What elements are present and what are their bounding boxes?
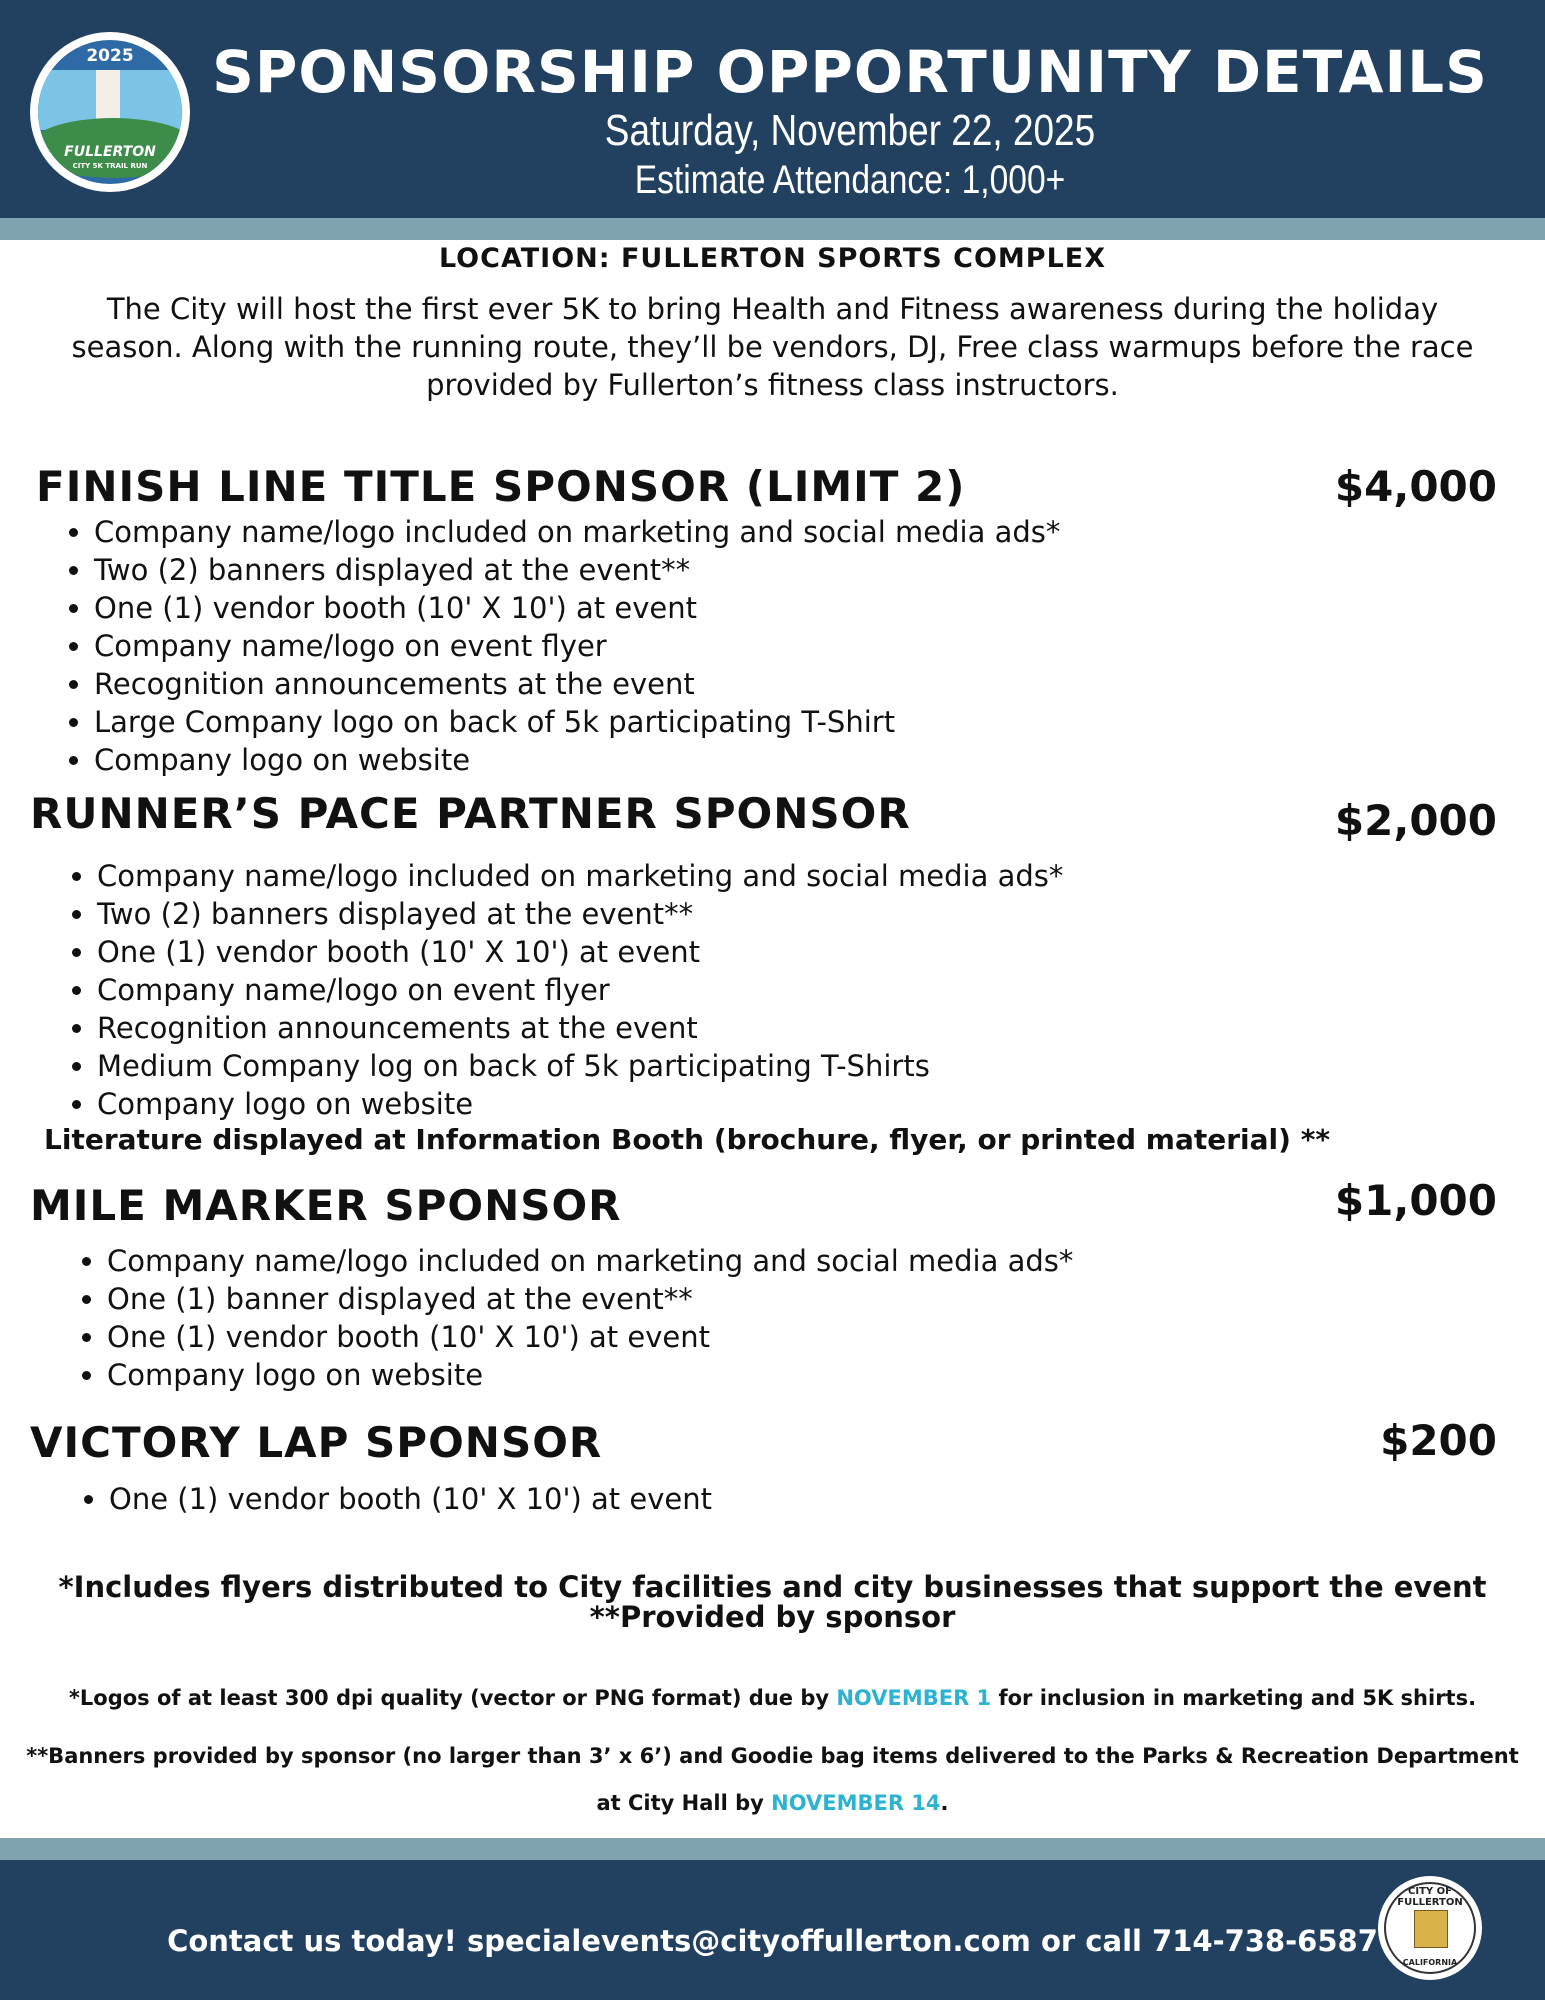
banner-deadline-text: **Banners provided by sponsor (no larger than 3’ x 6’) and Goodie bag items delivered to the Parks & Recreation Department at City Hall by (26, 1744, 1519, 1815)
tier-price-mile-marker: $1,000 (1334, 1176, 1497, 1225)
benefit-item: • Recognition announcements at the event (94, 665, 1060, 703)
benefit-item: • One (1) vendor booth (10' X 10') at event (107, 1318, 1073, 1356)
benefit-item: • Company name/logo on event flyer (94, 627, 1060, 665)
benefit-item: • Two (2) banners displayed at the event** (97, 895, 1063, 933)
event-logo-badge (38, 40, 182, 184)
event-logo (30, 32, 190, 192)
benefit-item: • Company name/logo on event flyer (97, 971, 1063, 1009)
tier-title-mile-marker: MILE MARKER SPONSOR (30, 1181, 622, 1230)
city-seal-top-text: CITY OF FULLERTON (1397, 1886, 1463, 1908)
benefit-item: • Company name/logo included on marketing and social media ads* (107, 1242, 1073, 1280)
includes-note: *Includes flyers distributed to City facilities and city businesses that support the event (58, 1570, 1487, 1604)
event-date: Saturday, November 22, 2025 (604, 106, 1096, 155)
logo-deadline-note (0, 1686, 1545, 1710)
benefit-list-mile-marker (73, 1242, 1073, 1394)
benefit-item: • Recognition announcements at the event (97, 1009, 1063, 1047)
tier-title-victory-lap: VICTORY LAP SPONSOR (30, 1418, 603, 1467)
banner-deadline-note (20, 1733, 1525, 1827)
benefit-item: • Medium Company log on back of 5k participating T-Shirts (97, 1047, 1063, 1085)
logo-name: FULLERTON (64, 144, 156, 160)
banner-deadline-date: NOVEMBER 14 (771, 1791, 941, 1815)
benefit-item: • Company logo on website (107, 1356, 1073, 1394)
footer-divider (0, 1838, 1545, 1860)
tier-title-finish-line: FINISH LINE TITLE SPONSOR (LIMIT 2) (36, 462, 966, 511)
logo-subtitle: CITY 5K TRAIL RUN (72, 162, 148, 170)
benefit-item: • Company name/logo included on marketing and social media ads* (97, 857, 1063, 895)
benefit-item: • Two (2) banners displayed at the event** (94, 551, 1060, 589)
logo-deadline-text-end: for inclusion in marketing and 5K shirts. (991, 1686, 1477, 1710)
tier-title-runners-pace: RUNNER’S PACE PARTNER SPONSOR (30, 789, 911, 838)
benefit-item: • One (1) vendor booth (10' X 10') at event (109, 1480, 712, 1518)
benefit-item: • Company logo on website (97, 1085, 1063, 1123)
event-intro: The City will host the first ever 5K to bring Health and Fitness awareness during the holiday season. Along with the running route, they’ll be vendors, DJ, Free class warmups before the race provided by Fullerton’s fitness class instructors. (71, 292, 1474, 402)
header-divider (0, 218, 1545, 240)
benefit-list-victory-lap (75, 1480, 712, 1518)
benefit-item: • Large Company logo on back of 5k participating T-Shirt (94, 703, 1060, 741)
city-seal (1378, 1876, 1482, 1980)
banner-deadline-text-end: . (940, 1791, 949, 1815)
benefit-list-finish-line (60, 513, 1060, 779)
logo-year: 2025 (86, 46, 134, 66)
provided-note: **Provided by sponsor (589, 1600, 956, 1634)
city-seal-emblem (1414, 1910, 1448, 1948)
tier-price-runners-pace: $2,000 (1334, 796, 1497, 845)
page-title: SPONSORSHIP OPPORTUNITY DETAILS (212, 38, 1488, 106)
logo-deadline-date: NOVEMBER 1 (836, 1686, 992, 1710)
tier-price-finish-line: $4,000 (1334, 462, 1497, 511)
benefit-item: • Company logo on website (94, 741, 1060, 779)
benefit-item: • One (1) vendor booth (10' X 10') at event (97, 933, 1063, 971)
benefit-item: • Company name/logo included on marketing and social media ads* (94, 513, 1060, 551)
city-seal-bottom-text: CALIFORNIA (1402, 1958, 1458, 1967)
benefit-list-runners-pace (63, 857, 1063, 1123)
benefit-item: • One (1) vendor booth (10' X 10') at event (94, 589, 1060, 627)
event-attendance: Estimate Attendance: 1,000+ (634, 158, 1066, 202)
logo-deadline-text: *Logos of at least 300 dpi quality (vector or PNG format) due by (68, 1686, 837, 1710)
contact-info: Contact us today! specialevents@cityoffullerton.com or call 714-738-6587 (167, 1924, 1378, 1958)
event-location: LOCATION: FULLERTON SPORTS COMPLEX (438, 243, 1107, 274)
tier-price-victory-lap: $200 (1380, 1416, 1497, 1465)
literature-note: Literature displayed at Information Booth (brochure, flyer, or printed material) ** (44, 1123, 1330, 1156)
benefit-item: • One (1) banner displayed at the event** (107, 1280, 1073, 1318)
